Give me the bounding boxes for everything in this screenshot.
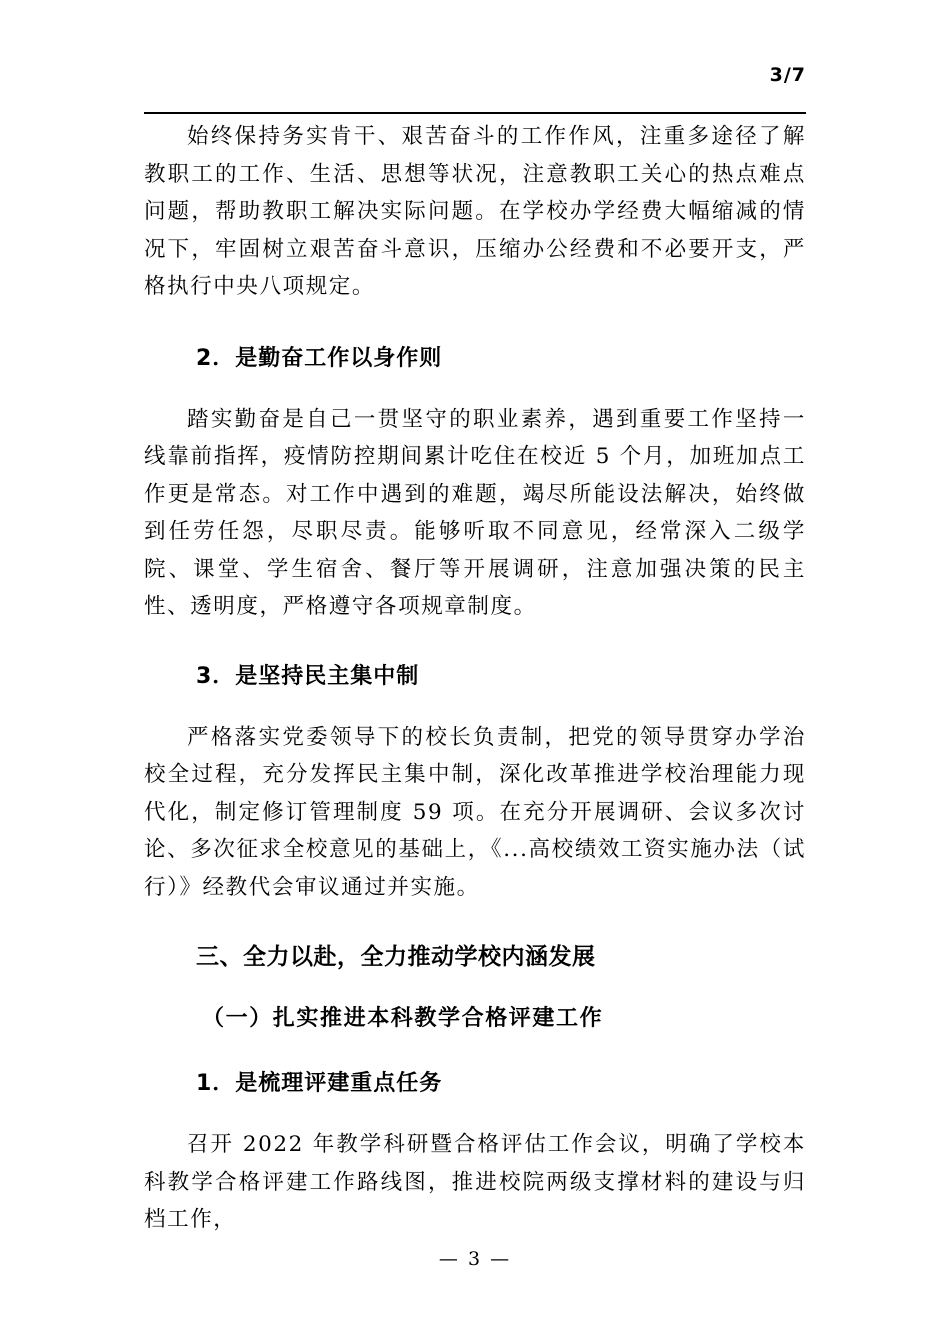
paragraph-evaluation-meeting: 召开 2022 年教学科研暨合格评估工作会议，明确了学校本科教学合格评建工作路线图，推进校院两级支撑材料的建设与归档工作， xyxy=(144,1132,806,1232)
heading-democratic-centralism: 3．是坚持民主集中制 xyxy=(196,663,420,689)
paragraph-diligent-work: 踏实勤奋是自己一贯坚守的职业素养，遇到重要工作坚持一线靠前指挥，疫情防控期间累计吃住在校近 5 个月，加班加点工作更是常态。对工作中遇到的难题，竭尽所能设法解决，始终做到任劳任怨，尽职尽责。能够听取不同意见，经常深入二级学院、课堂、学生宿舍、餐厅等开展调研，注意加强决策的民主性、透明度，严格遵守各项规章制度。 xyxy=(144,406,806,619)
document-body xyxy=(144,118,806,1239)
heading-section-three: 三、全力以赴，全力推动学校内涵发展 xyxy=(196,944,596,970)
heading-key-tasks: 1．是梳理评建重点任务 xyxy=(196,1071,443,1096)
paragraph-democratic-centralism: 严格落实党委领导下的校长负责制，把党的领导贯穿办学治校全过程，充分发挥民主集中制，深化改革推进学校治理能力现代化，制定修订管理制度 59 项。在充分开展调研、会议多次讨论、多次征求全校意见的基础上，《...高校绩效工资实施办法（试行）》经教代会审议通过并实施。 xyxy=(144,724,806,900)
page-number: — 3 — xyxy=(438,1248,512,1270)
heading-subsection-one: （一）扎实推进本科教学合格评建工作 xyxy=(202,1006,604,1031)
page-counter: 3/7 xyxy=(769,64,806,86)
heading-diligent-work: 2．是勤奋工作以身作则 xyxy=(196,345,443,371)
header-rule xyxy=(144,112,806,114)
paragraph-work-style: 始终保持务实肯干、艰苦奋斗的工作作风，注重多途径了解教职工的工作、生活、思想等状况，注意教职工关心的热点难点问题，帮助教职工解决实际问题。在学校办学经费大幅缩减的情况下，牢固树立艰苦奋斗意识，压缩办公经费和不必要开支，严格执行中央八项规定。 xyxy=(144,124,806,299)
